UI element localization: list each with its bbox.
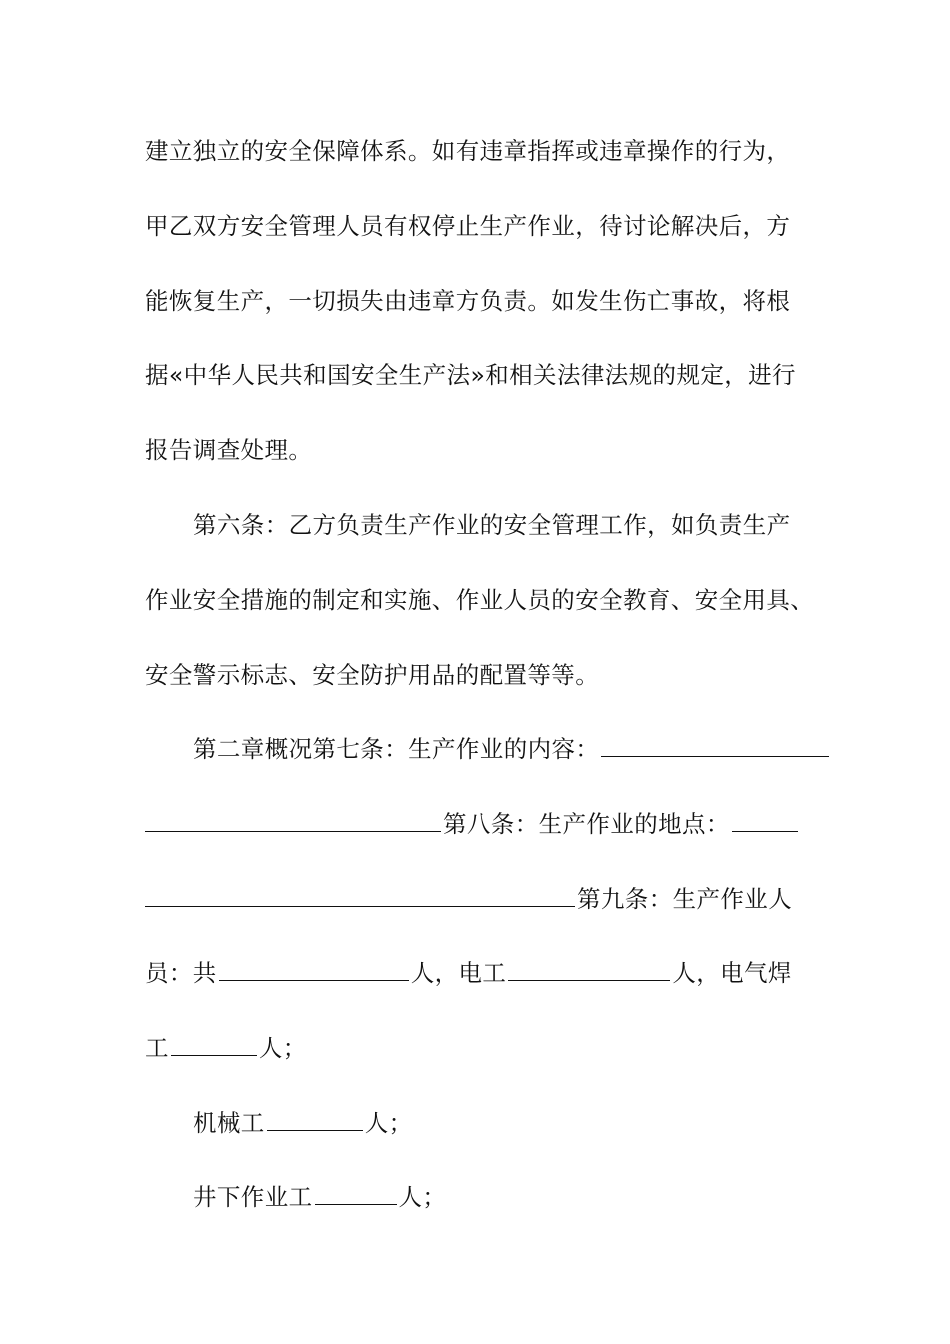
line-text: 人； [364, 1109, 413, 1137]
fill-in-blank[interactable] [145, 884, 575, 907]
line-text: 工 [145, 1034, 169, 1062]
paragraph-line [145, 580, 815, 620]
line-text: 员：共 [145, 959, 217, 987]
staff-count-line [145, 953, 810, 993]
line-text: 能恢复生产，一切损失由违章方负责。如发生伤亡事故，将根 [145, 287, 791, 315]
fill-in-blank[interactable] [601, 734, 829, 757]
fill-in-blank[interactable] [267, 1108, 363, 1131]
line-text: 报告调查处理。 [145, 436, 313, 464]
line-text: 人，电工 [410, 959, 507, 987]
fill-in-blank[interactable] [171, 1033, 257, 1056]
underground-worker-count-line [193, 1177, 810, 1217]
line-text: 据«中华人民共和国安全生产法»和相关法律法规的规定，进行 [145, 361, 796, 389]
line-text: 甲乙双方安全管理人员有权停止生产作业，待讨论解决后，方 [145, 212, 791, 240]
line-text: 人，电气焊 [672, 959, 792, 987]
fill-in-blank[interactable] [315, 1182, 397, 1205]
line-text: 第九条：生产作业人 [577, 885, 793, 913]
article-8-line [145, 804, 810, 844]
paragraph-line [145, 281, 810, 321]
line-text: 建立独立的安全保障体系。如有违章指挥或违章操作的行为， [145, 137, 791, 165]
fill-in-blank[interactable] [145, 809, 441, 832]
fill-in-blank[interactable] [732, 809, 798, 832]
paragraph-line [145, 206, 810, 246]
fill-in-blank[interactable] [219, 958, 409, 981]
line-text: 作业安全措施的制定和实施、作业人员的安全教育、安全用具、 [145, 586, 815, 614]
article-9-line [145, 879, 810, 919]
line-text: 安全警示标志、安全防护用品的配置等等。 [145, 661, 600, 689]
paragraph-line [145, 131, 810, 171]
article-6-line [193, 505, 810, 545]
mechanic-count-line [193, 1103, 810, 1143]
article-7-line [193, 729, 810, 769]
line-text: 机械工 [193, 1109, 265, 1137]
line-text: 第六条：乙方负责生产作业的安全管理工作，如负责生产 [193, 511, 791, 539]
line-text: 第八条：生产作业的地点： [443, 810, 730, 838]
line-text: 第二章概况第七条：生产作业的内容： [193, 735, 600, 763]
line-text: 人； [398, 1183, 447, 1211]
line-text: 人； [258, 1034, 307, 1062]
line-text: 井下作业工 [193, 1183, 313, 1211]
welder-count-line [145, 1028, 810, 1068]
paragraph-line [145, 355, 810, 395]
paragraph-line [145, 655, 810, 695]
fill-in-blank[interactable] [508, 958, 670, 981]
paragraph-line [145, 430, 810, 470]
